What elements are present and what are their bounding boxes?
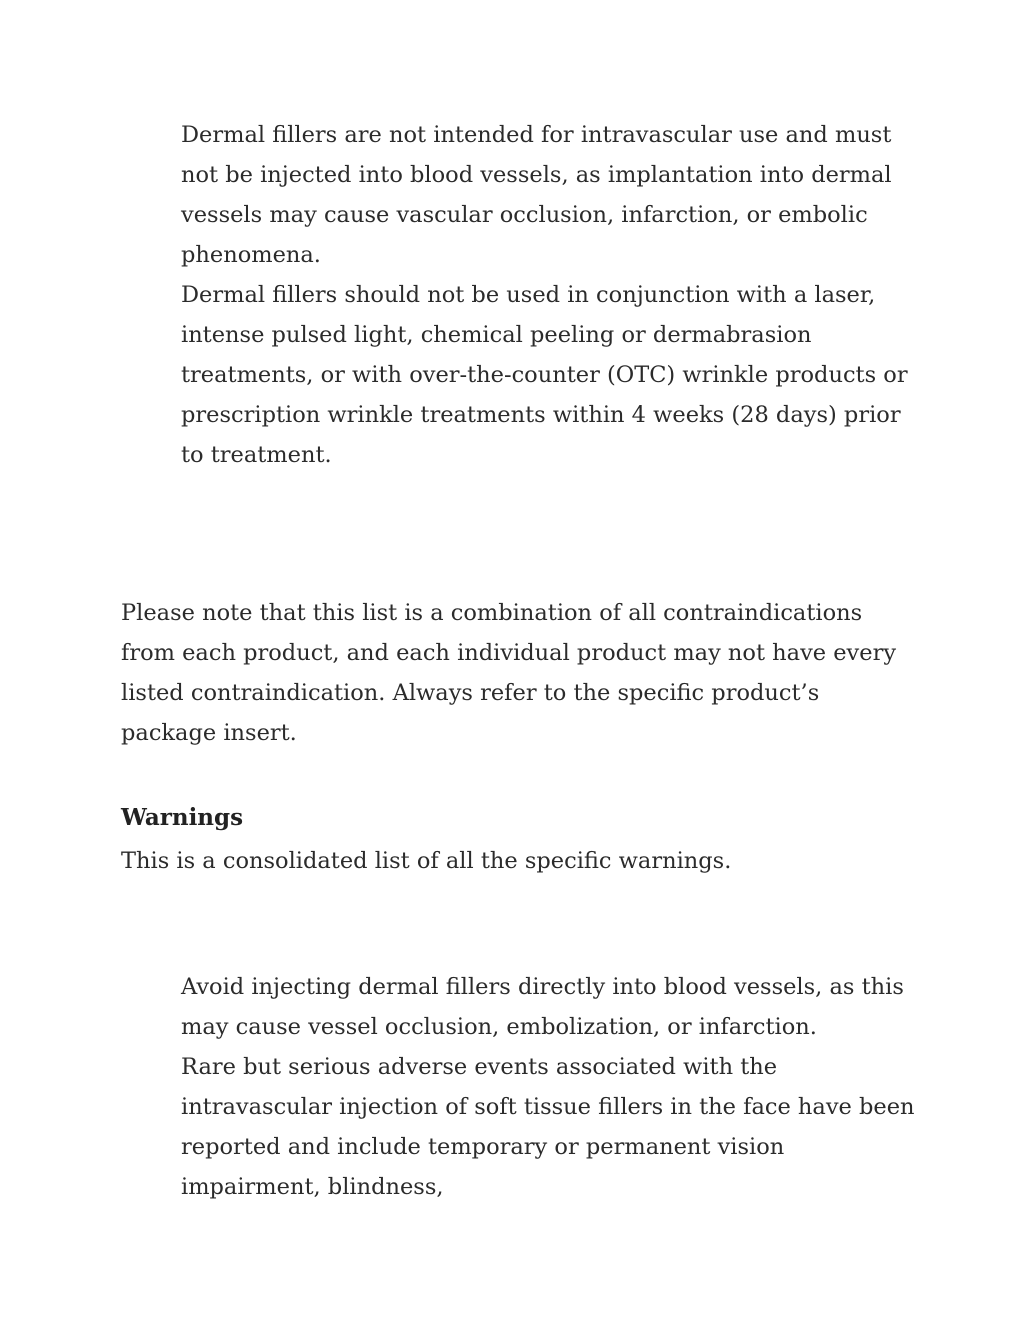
warnings-intro: This is a consolidated list of all the specific warnings. [121, 848, 732, 874]
contraindication-item-laser: Dermal fillers should not be used in conjunction with a laser, intense pulsed light, chemical peeling or dermabrasion treatments, or with over-the-counter (OTC) wrinkle products or prescription wrinkle treatments within 4 weeks (28 days) prior to treatment. [181, 282, 908, 468]
warnings-heading: Warnings [121, 804, 244, 831]
warning-item-injection: Avoid injecting dermal fillers directly into blood vessels, as this may cause vessel occlusion, embolization, or infarction. [181, 974, 904, 1040]
contraindication-item-intravascular: Dermal fillers are not intended for intravascular use and must not be injected into blood vessels, as implantation into dermal vessels may cause vascular occlusion, infarction, or embolic phenomena. [181, 122, 892, 268]
warning-item-adverse-events: Rare but serious adverse events associated with the intravascular injection of soft tissue fillers in the face have been reported and include temporary or permanent vision impairment, blindness, [181, 1054, 915, 1200]
contraindications-note: Please note that this list is a combination of all contraindications from each product, and each individual product may not have every listed contraindication. Always refer to the specific product’s package insert. [121, 600, 897, 746]
